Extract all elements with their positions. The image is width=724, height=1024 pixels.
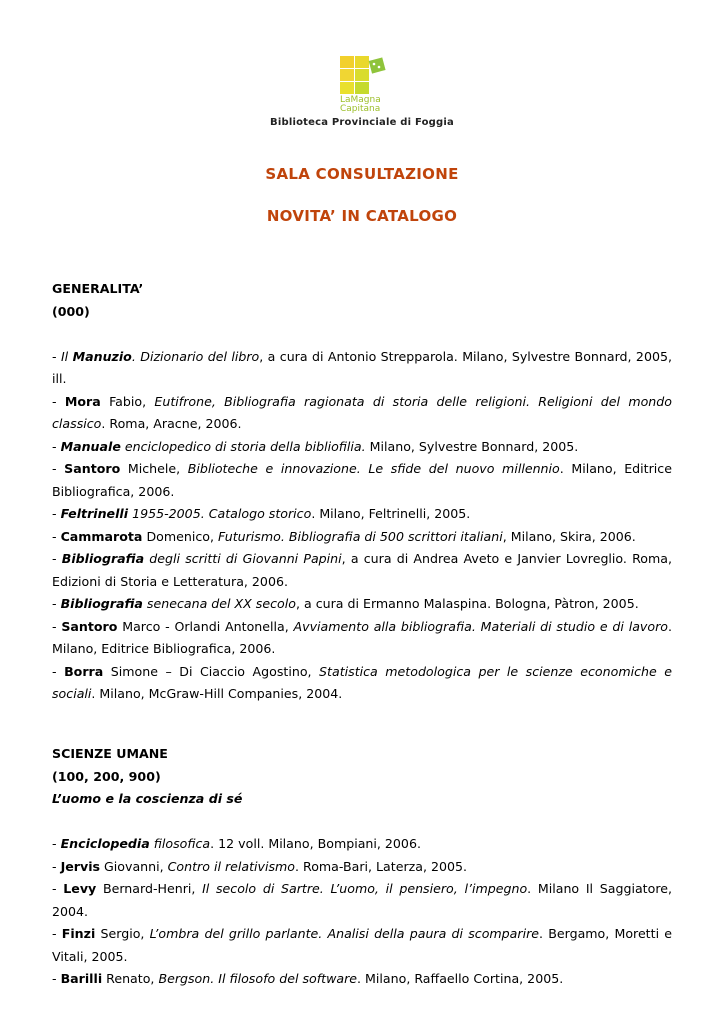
entry-publication: . 12 voll. Milano, Bompiani, 2006. — [210, 836, 421, 851]
entry-publication: . Roma-Bari, Laterza, 2005. — [295, 858, 468, 874]
entry-publication: . Milano, Editrice Bibliografica, 2006. — [52, 461, 672, 499]
section-scienze-umane — [52, 743, 672, 991]
logo-line-2: Capitana — [340, 104, 381, 114]
entry-author: Mora — [64, 393, 101, 409]
entry-title: L’ombra del grillo parlante. Analisi della paura di scomparire — [149, 926, 540, 941]
logo-block-6 — [355, 82, 369, 94]
section-code: (000) — [52, 303, 90, 319]
entry-author: Cammarota — [60, 528, 143, 544]
entry-dash: - — [52, 971, 61, 986]
catalog-entry — [52, 923, 672, 968]
entry-dash: - — [52, 663, 65, 679]
logo-block-3 — [340, 69, 354, 81]
entry-publication: , a cura di Ermanno Malaspina. Bologna, Pàtron, 2005. — [295, 596, 639, 611]
entry-author-name: Fabio, — [100, 393, 155, 409]
catalog-entry — [52, 458, 672, 503]
catalog-entry — [52, 856, 672, 879]
entry-publication: . Milano Il Saggiatore, 2004. — [52, 881, 672, 919]
page-title: SALA CONSULTAZIONE — [265, 165, 459, 183]
entry-author: Jervis — [60, 858, 101, 874]
entry-publication: , a cura di Antonio Strepparola. Milano, Sylvestre Bonnard, 2005, ill. — [52, 348, 672, 386]
entry-author: Borra — [64, 663, 104, 679]
entry-dash: - — [52, 926, 62, 941]
entry-author-name: Giovanni, — [100, 858, 168, 874]
page-subtitle: NOVITA’ IN CATALOGO — [266, 207, 458, 225]
entry-dash: - — [52, 881, 64, 896]
logo-dot-1 — [373, 63, 376, 66]
entry-author-name: Sergio, — [95, 926, 150, 941]
entry-author: Bibliografia — [61, 551, 145, 566]
catalog-entry — [52, 968, 672, 991]
entry-dash: - — [52, 393, 65, 409]
entry-title: enciclopedico di storia della bibliofilia. — [120, 438, 366, 454]
entry-dash: - — [52, 596, 61, 611]
entry-author: Manuale — [60, 438, 121, 454]
entry-author: Levy — [63, 881, 97, 896]
section-generalita — [52, 278, 672, 706]
catalog-entry — [52, 878, 672, 923]
section-heading: SCIENZE UMANE — [52, 746, 168, 761]
entry-prefix: Il — [60, 348, 73, 364]
entry-title: Contro il relativismo — [167, 858, 296, 874]
entry-dash: - — [52, 506, 61, 521]
entry-dash: - — [52, 528, 61, 544]
entry-dash: - — [52, 836, 61, 851]
entry-publication: . Milano, Editrice Bibliografica, 2006. — [52, 618, 672, 656]
logo-block-2 — [355, 56, 369, 68]
entry-list — [52, 346, 672, 706]
entry-publication: . Milano, Raffaello Cortina, 2005. — [357, 971, 564, 986]
entry-author: Finzi — [61, 926, 96, 941]
section-heading: GENERALITA’ — [52, 281, 144, 296]
entry-dash: - — [52, 348, 61, 364]
logo-line-1: LaMagna — [340, 95, 381, 105]
entry-title: filosofica — [149, 836, 211, 851]
entry-dash: - — [52, 858, 61, 874]
entry-author: Barilli — [60, 971, 103, 986]
entry-title: senecana del XX secolo — [142, 596, 296, 611]
logo-dot-2 — [378, 66, 381, 69]
entry-author-name: Domenico, — [142, 528, 218, 544]
entry-publication: Milano, Sylvestre Bonnard, 2005. — [365, 438, 579, 454]
logo-block-1 — [340, 56, 354, 68]
entry-title: 1955-2005. Catalogo storico — [128, 506, 312, 521]
institution-name: Biblioteca Provinciale di Foggia — [270, 117, 454, 128]
logo-text — [340, 96, 381, 114]
catalog-entry — [52, 661, 672, 706]
entry-dash: - — [52, 461, 65, 476]
entry-title: Il secolo di Sartre. L’uomo, il pensiero, l’impegno — [202, 881, 528, 896]
entry-publication: . Roma, Aracne, 2006. — [101, 416, 242, 431]
section-code: (100, 200, 900) — [52, 768, 161, 784]
section-subheading: L’uomo e la coscienza di sé — [52, 791, 243, 806]
catalog-entry — [52, 346, 672, 391]
entry-publication: . Bergamo, Moretti e Vitali, 2005. — [52, 926, 673, 964]
logo-block-7 — [369, 57, 386, 73]
entry-author-name: Michele, — [120, 461, 188, 476]
library-logo — [334, 50, 394, 100]
entry-title: Bergson. Il filosofo del software — [158, 971, 358, 986]
entry-author: Enciclopedia — [60, 836, 150, 851]
catalog-entry — [52, 391, 672, 436]
entry-title: degli scritti di Giovanni Papini — [144, 551, 342, 566]
entry-author-name: Simone – Di Ciaccio Agostino, — [103, 663, 320, 679]
entry-dash: - — [52, 438, 61, 454]
entry-title: Futurismo. Bibliografia di 500 scrittori italiani — [217, 528, 503, 544]
catalog-entry — [52, 526, 672, 549]
entry-author: Bibliografia — [60, 596, 143, 611]
entry-publication: . Milano, Feltrinelli, 2005. — [311, 506, 471, 521]
entry-dash: - — [52, 551, 62, 566]
entry-publication: , Milano, Skira, 2006. — [502, 528, 636, 544]
entry-title: Eutifrone, Bibliografia ragionata di storia delle religioni. Religioni del mondo classico — [52, 393, 672, 431]
catalog-entry — [52, 503, 672, 526]
catalog-entry — [52, 548, 672, 593]
logo-block-4 — [355, 69, 369, 81]
entry-author: Feltrinelli — [60, 506, 129, 521]
entry-list — [52, 833, 672, 991]
entry-title: Avviamento alla bibliografia. Materiali di studio e di lavoro — [293, 618, 668, 634]
entry-author-name: Marco - Orlandi Antonella, — [117, 618, 294, 634]
logo-block-5 — [340, 82, 354, 94]
catalog-entry — [52, 436, 672, 459]
entry-title: Biblioteche e innovazione. Le sfide del nuovo millennio — [187, 461, 560, 476]
entry-publication: , a cura di Andrea Aveto e Janvier Lovreglio. Roma, Edizioni di Storia e Letteratura, 2006. — [52, 551, 672, 589]
entry-title: Statistica metodologica per le scienze economiche e sociali — [52, 663, 672, 701]
entry-publication: . Milano, McGraw-Hill Companies, 2004. — [91, 686, 343, 701]
catalog-entry — [52, 616, 672, 661]
entry-author-name: Renato, — [102, 971, 159, 986]
entry-title: . Dizionario del libro — [131, 348, 260, 364]
catalog-entry — [52, 833, 672, 856]
entry-author: Santoro — [61, 618, 118, 634]
entry-author: Santoro — [64, 461, 121, 476]
entry-author: Manuzio — [72, 348, 132, 364]
entry-author-name: Bernard-Henri, — [96, 881, 203, 896]
catalog-entry — [52, 593, 672, 616]
entry-dash: - — [52, 618, 62, 634]
